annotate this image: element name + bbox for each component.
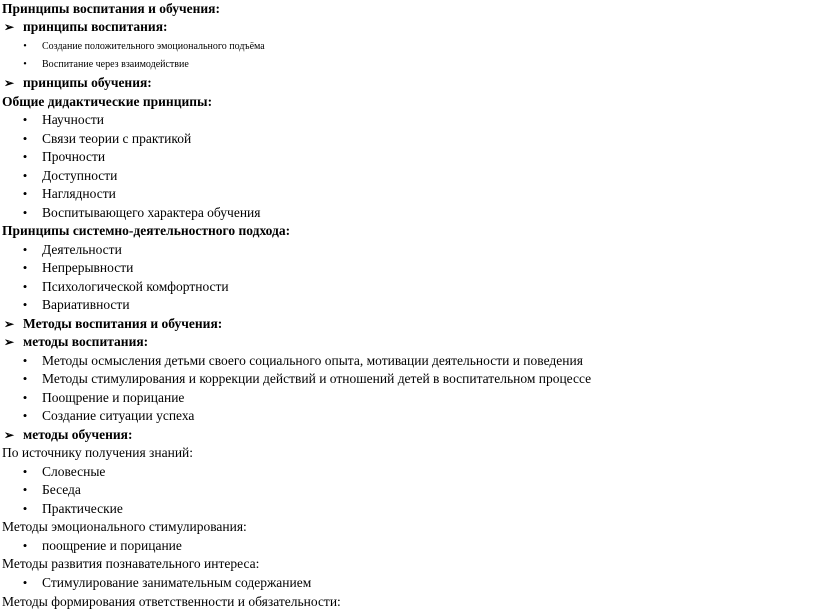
line-text: Практические bbox=[42, 501, 123, 516]
line-text: Научности bbox=[42, 112, 105, 127]
line-text: методы обучения: bbox=[23, 427, 133, 442]
line-text: принципы обучения: bbox=[23, 75, 152, 90]
bullet-icon: • bbox=[23, 59, 27, 70]
line-text: Методы воспитания и обучения: bbox=[23, 316, 223, 331]
line-text: Стимулирование занимательным содержанием bbox=[42, 575, 312, 590]
line-text: Психологической комфортности bbox=[42, 279, 229, 294]
bullet-icon: • bbox=[22, 482, 28, 497]
line-text: Словесные bbox=[42, 464, 106, 479]
bullet-icon: • bbox=[22, 260, 28, 275]
bullet-icon: • bbox=[22, 131, 28, 146]
bullet-icon: • bbox=[22, 112, 28, 127]
line-text: Общие дидактические принципы: bbox=[2, 94, 213, 109]
line-text: Деятельности bbox=[42, 242, 122, 257]
bullet-icon: • bbox=[22, 242, 28, 257]
line-text: Доступности bbox=[42, 168, 118, 183]
line-text: Методы эмоционального стимулирования: bbox=[2, 519, 247, 534]
arrow-bullet-icon: ➢ bbox=[3, 428, 15, 442]
bullet-icon: • bbox=[22, 371, 28, 386]
line-text: Принципы системно-деятельностного подхода: bbox=[2, 223, 291, 238]
bullet-icon: • bbox=[23, 41, 27, 52]
arrow-bullet-icon: ➢ bbox=[3, 76, 15, 90]
line-text: поощрение и порицание bbox=[42, 538, 182, 553]
arrow-bullet-icon: ➢ bbox=[3, 20, 15, 34]
line-text: Прочности bbox=[42, 149, 106, 164]
line-text: Воспитывающего характера обучения bbox=[42, 205, 261, 220]
line-text: Создание положительного эмоционального подъёма bbox=[42, 41, 265, 52]
line-text: методы воспитания: bbox=[23, 334, 149, 349]
arrow-bullet-icon: ➢ bbox=[3, 335, 15, 349]
bullet-icon: • bbox=[22, 205, 28, 220]
line-text: Принципы воспитания и обучения: bbox=[2, 1, 220, 16]
line-text: Беседа bbox=[42, 482, 81, 497]
line-text: Связи теории с практикой bbox=[42, 131, 192, 146]
line-text: Поощрение и порицание bbox=[42, 390, 185, 405]
bullet-icon: • bbox=[22, 390, 28, 405]
line-text: Методы осмысления детьми своего социального опыта, мотивации деятельности и поведения bbox=[42, 353, 583, 368]
line-text: принципы воспитания: bbox=[23, 19, 168, 34]
line-text: Воспитание через взаимодействие bbox=[42, 59, 189, 70]
bullet-icon: • bbox=[22, 353, 28, 368]
arrow-bullet-icon: ➢ bbox=[3, 317, 15, 331]
bullet-icon: • bbox=[22, 538, 28, 553]
line-text: Наглядности bbox=[42, 186, 116, 201]
line-text: Методы формирования ответственности и обязательности: bbox=[2, 594, 341, 609]
bullet-icon: • bbox=[22, 279, 28, 294]
bullet-icon: • bbox=[22, 464, 28, 479]
line-text: Непрерывности bbox=[42, 260, 134, 275]
bullet-icon: • bbox=[22, 168, 28, 183]
line-text: Методы стимулирования и коррекции действий и отношений детей в воспитательном процессе bbox=[42, 371, 592, 386]
bullet-icon: • bbox=[22, 501, 28, 516]
bullet-icon: • bbox=[22, 149, 28, 164]
bullet-icon: • bbox=[22, 297, 28, 312]
line-text: По источнику получения знаний: bbox=[2, 445, 194, 460]
bullet-icon: • bbox=[22, 408, 28, 423]
bullet-icon: • bbox=[22, 575, 28, 590]
line-text: Методы развития познавательного интереса: bbox=[2, 556, 260, 571]
line-text: Создание ситуации успеха bbox=[42, 408, 195, 423]
bullet-icon: • bbox=[22, 186, 28, 201]
line-text: Вариативности bbox=[42, 297, 130, 312]
